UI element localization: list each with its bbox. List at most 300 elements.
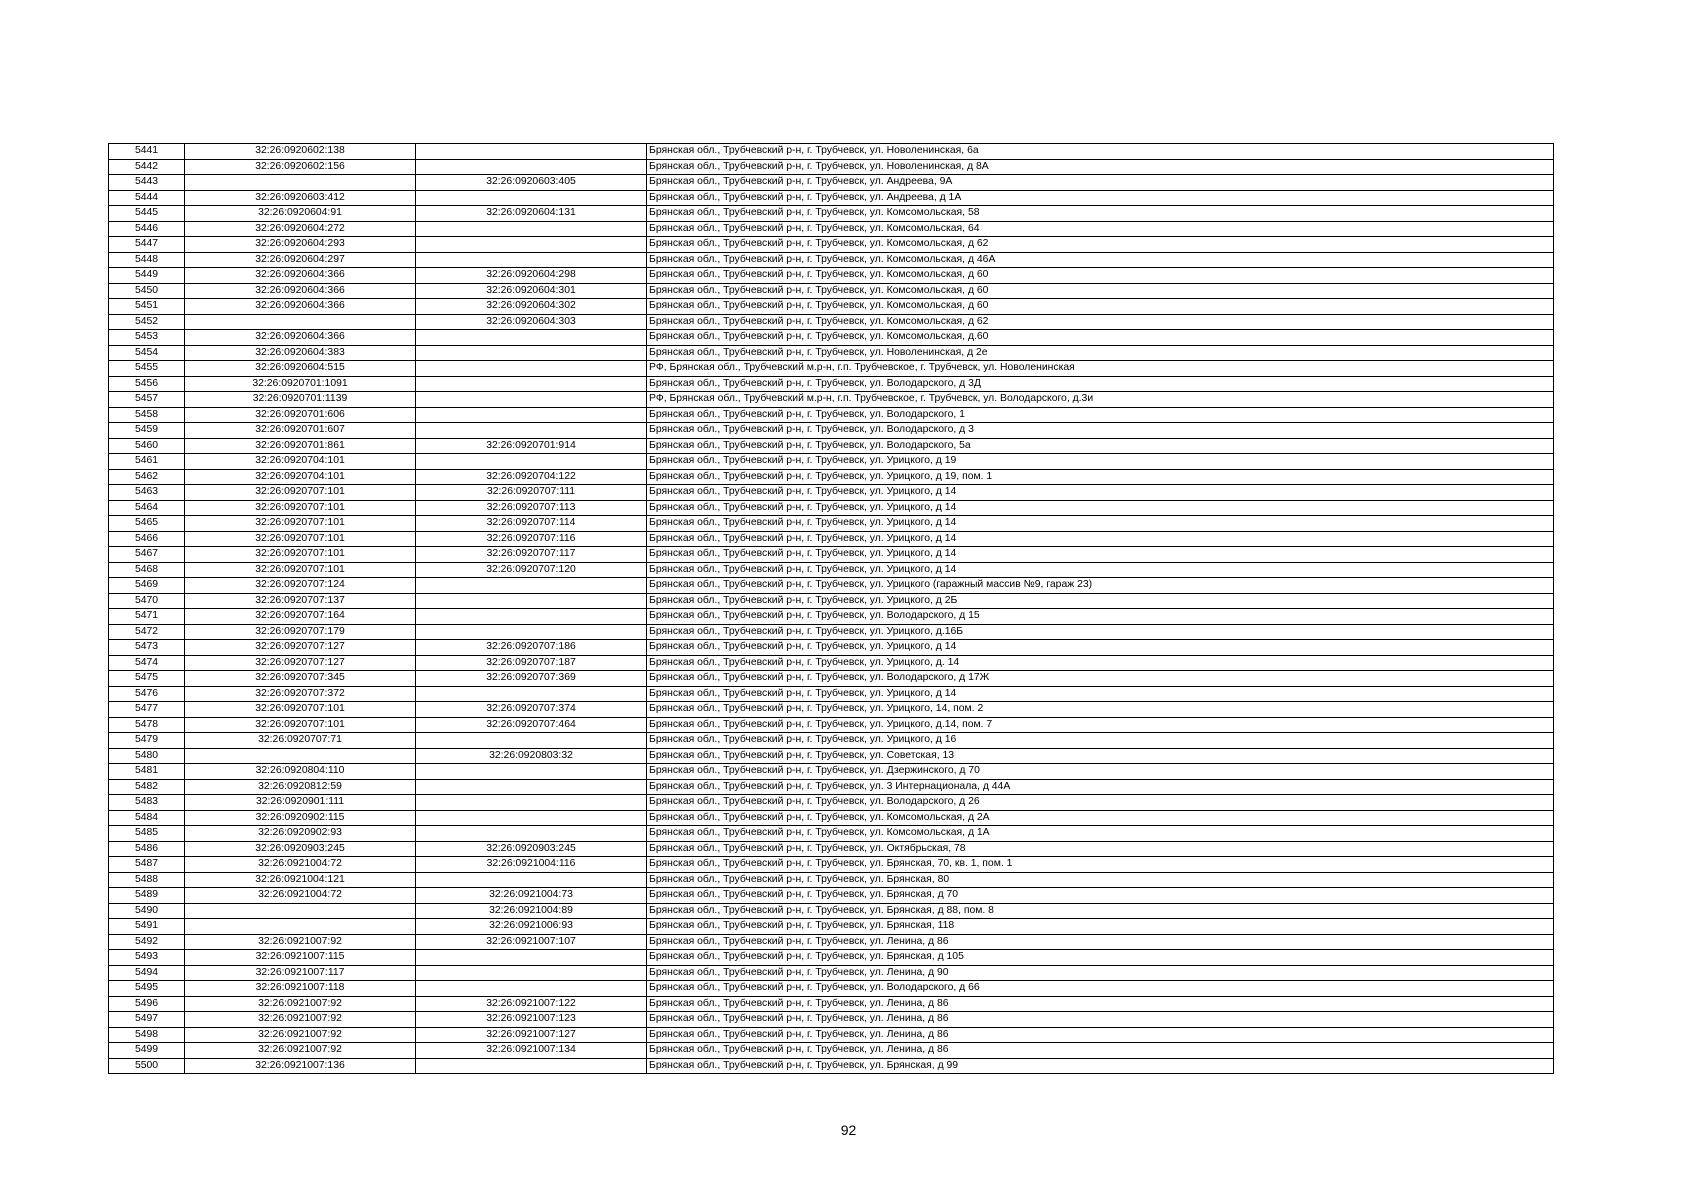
cadastral-number-cell: 32:26:0921004:121 [185,872,416,888]
object-cadastral-number-cell [416,330,647,346]
table-row [109,640,1554,656]
address-cell: Брянская обл., Трубчевский р-н, г. Трубчевск, ул. Володарского, 5а [647,438,1554,454]
row-number-cell: 5485 [109,826,185,842]
address-cell: Брянская обл., Трубчевский р-н, г. Трубчевск, ул. Урицкого, д 14 [647,640,1554,656]
object-cadastral-number-cell: 32:26:0920603:405 [416,175,647,191]
row-number-cell: 5459 [109,423,185,439]
cadastral-number-cell: 32:26:0921007:136 [185,1058,416,1074]
object-cadastral-number-cell: 32:26:0920707:374 [416,702,647,718]
cadastral-number-cell: 32:26:0920704:101 [185,469,416,485]
cadastral-number-cell: 32:26:0920707:372 [185,686,416,702]
address-cell: Брянская обл., Трубчевский р-н, г. Трубчевск, ул. Ленина, д 90 [647,965,1554,981]
cadastral-number-cell [185,175,416,191]
object-cadastral-number-cell: 32:26:0920803:32 [416,748,647,764]
object-cadastral-number-cell [416,779,647,795]
address-cell: Брянская обл., Трубчевский р-н, г. Трубчевск, ул. Урицкого, д.14, пом. 7 [647,717,1554,733]
property-registry-table [108,143,1554,1074]
cadastral-number-cell: 32:26:0920902:115 [185,810,416,826]
row-number-cell: 5483 [109,795,185,811]
row-number-cell: 5446 [109,221,185,237]
object-cadastral-number-cell [416,252,647,268]
table-row [109,748,1554,764]
cadastral-number-cell: 32:26:0920701:1139 [185,392,416,408]
table-row [109,330,1554,346]
cadastral-number-cell: 32:26:0920707:345 [185,671,416,687]
cadastral-number-cell: 32:26:0921007:92 [185,1012,416,1028]
row-number-cell: 5467 [109,547,185,563]
row-number-cell: 5447 [109,237,185,253]
page-number: 92 [840,1122,857,1138]
object-cadastral-number-cell [416,810,647,826]
row-number-cell: 5476 [109,686,185,702]
address-cell: Брянская обл., Трубчевский р-н, г. Трубчевск, ул. Володарского, д 3 [647,423,1554,439]
row-number-cell: 5460 [109,438,185,454]
address-cell: Брянская обл., Трубчевский р-н, г. Трубчевск, ул. Урицкого, д 14 [647,485,1554,501]
row-number-cell: 5488 [109,872,185,888]
row-number-cell: 5461 [109,454,185,470]
cadastral-number-cell: 32:26:0920707:101 [185,485,416,501]
row-number-cell: 5497 [109,1012,185,1028]
row-number-cell: 5443 [109,175,185,191]
table-row [109,919,1554,935]
cadastral-number-cell [185,748,416,764]
table-row [109,345,1554,361]
row-number-cell: 5487 [109,857,185,873]
cadastral-number-cell: 32:26:0920701:861 [185,438,416,454]
address-cell: Брянская обл., Трубчевский р-н, г. Трубчевск, ул. Урицкого, д 2Б [647,593,1554,609]
row-number-cell: 5445 [109,206,185,222]
table-row [109,841,1554,857]
address-cell: Брянская обл., Трубчевский р-н, г. Трубчевск, ул. Ленина, д 86 [647,996,1554,1012]
table-row [109,1012,1554,1028]
table-row [109,423,1554,439]
object-cadastral-number-cell [416,454,647,470]
table-row [109,950,1554,966]
object-cadastral-number-cell: 32:26:0920707:187 [416,655,647,671]
row-number-cell: 5473 [109,640,185,656]
object-cadastral-number-cell: 32:26:0920704:122 [416,469,647,485]
table-row [109,934,1554,950]
object-cadastral-number-cell [416,221,647,237]
cadastral-number-cell: 32:26:0921007:115 [185,950,416,966]
row-number-cell: 5495 [109,981,185,997]
cadastral-number-cell: 32:26:0920701:607 [185,423,416,439]
table-row [109,702,1554,718]
cadastral-number-cell: 32:26:0920707:179 [185,624,416,640]
address-cell: Брянская обл., Трубчевский р-н, г. Трубчевск, ул. Брянская, 118 [647,919,1554,935]
cadastral-number-cell: 32:26:0921004:72 [185,888,416,904]
table-row [109,283,1554,299]
table-row [109,175,1554,191]
address-cell: РФ, Брянская обл., Трубчевский м.р-н, г.п. Трубчевское, г. Трубчевск, ул. Новоленинская [647,361,1554,377]
table-row [109,686,1554,702]
address-cell: Брянская обл., Трубчевский р-н, г. Трубчевск, ул. Комсомольская, д 60 [647,299,1554,315]
address-cell: Брянская обл., Трубчевский р-н, г. Трубчевск, ул. Ленина, д 86 [647,1043,1554,1059]
table-row [109,268,1554,284]
table-row [109,624,1554,640]
address-cell: Брянская обл., Трубчевский р-н, г. Трубчевск, ул. Комсомольская, 58 [647,206,1554,222]
cadastral-number-cell: 32:26:0920707:101 [185,702,416,718]
address-cell: Брянская обл., Трубчевский р-н, г. Трубчевск, ул. Андреева, д 1А [647,190,1554,206]
table-row [109,826,1554,842]
cadastral-number-cell: 32:26:0920604:366 [185,268,416,284]
row-number-cell: 5457 [109,392,185,408]
row-number-cell: 5462 [109,469,185,485]
object-cadastral-number-cell: 32:26:0921007:122 [416,996,647,1012]
object-cadastral-number-cell [416,795,647,811]
object-cadastral-number-cell: 32:26:0921004:116 [416,857,647,873]
address-cell: Брянская обл., Трубчевский р-н, г. Трубчевск, ул. Володарского, д 15 [647,609,1554,625]
row-number-cell: 5458 [109,407,185,423]
object-cadastral-number-cell: 32:26:0920604:302 [416,299,647,315]
table-row [109,965,1554,981]
cadastral-number-cell: 32:26:0920603:412 [185,190,416,206]
table-row [109,1027,1554,1043]
row-number-cell: 5479 [109,733,185,749]
cadastral-number-cell: 32:26:0920704:101 [185,454,416,470]
cadastral-number-cell: 32:26:0921007:118 [185,981,416,997]
address-cell: Брянская обл., Трубчевский р-н, г. Трубчевск, ул. Урицкого, д 14 [647,562,1554,578]
address-cell: Брянская обл., Трубчевский р-н, г. Трубчевск, ул. Комсомольская, д 62 [647,314,1554,330]
table-row [109,795,1554,811]
object-cadastral-number-cell: 32:26:0920707:114 [416,516,647,532]
table-row [109,547,1554,563]
address-cell: Брянская обл., Трубчевский р-н, г. Трубчевск, ул. Новоленинская, д 2е [647,345,1554,361]
row-number-cell: 5494 [109,965,185,981]
object-cadastral-number-cell: 32:26:0920604:298 [416,268,647,284]
table-row [109,903,1554,919]
cadastral-number-cell: 32:26:0920707:127 [185,655,416,671]
address-cell: Брянская обл., Трубчевский р-н, г. Трубчевск, ул. Урицкого, д 14 [647,686,1554,702]
object-cadastral-number-cell: 32:26:0920707:113 [416,500,647,516]
address-cell: Брянская обл., Трубчевский р-н, г. Трубчевск, ул. Октябрьская, 78 [647,841,1554,857]
row-number-cell: 5489 [109,888,185,904]
row-number-cell: 5474 [109,655,185,671]
table-row [109,593,1554,609]
cadastral-number-cell: 32:26:0920604:366 [185,283,416,299]
row-number-cell: 5463 [109,485,185,501]
cadastral-number-cell: 32:26:0921004:72 [185,857,416,873]
cadastral-number-cell: 32:26:0920707:164 [185,609,416,625]
row-number-cell: 5482 [109,779,185,795]
address-cell: РФ, Брянская обл., Трубчевский м.р-н, г.п. Трубчевское, г. Трубчевск, ул. Володарского, д.3и [647,392,1554,408]
table-row [109,764,1554,780]
object-cadastral-number-cell: 32:26:0920604:301 [416,283,647,299]
object-cadastral-number-cell [416,237,647,253]
row-number-cell: 5472 [109,624,185,640]
cadastral-number-cell: 32:26:0920604:272 [185,221,416,237]
object-cadastral-number-cell: 32:26:0920903:245 [416,841,647,857]
cadastral-number-cell: 32:26:0920701:1091 [185,376,416,392]
cadastral-number-cell: 32:26:0921007:92 [185,1027,416,1043]
row-number-cell: 5480 [109,748,185,764]
table-row [109,144,1554,160]
table-row [109,376,1554,392]
object-cadastral-number-cell [416,423,647,439]
cadastral-number-cell: 32:26:0920707:101 [185,717,416,733]
object-cadastral-number-cell: 32:26:0921007:134 [416,1043,647,1059]
table-row [109,237,1554,253]
address-cell: Брянская обл., Трубчевский р-н, г. Трубчевск, ул. Брянская, д 70 [647,888,1554,904]
address-cell: Брянская обл., Трубчевский р-н, г. Трубчевск, ул. Брянская, д 99 [647,1058,1554,1074]
table-row [109,779,1554,795]
object-cadastral-number-cell [416,593,647,609]
table-row [109,562,1554,578]
table-row [109,609,1554,625]
row-number-cell: 5454 [109,345,185,361]
table-row [109,500,1554,516]
row-number-cell: 5450 [109,283,185,299]
object-cadastral-number-cell: 32:26:0920604:303 [416,314,647,330]
row-number-cell: 5478 [109,717,185,733]
table-row [109,1043,1554,1059]
cadastral-number-cell: 32:26:0920812:59 [185,779,416,795]
address-cell: Брянская обл., Трубчевский р-н, г. Трубчевск, ул. Урицкого, 14, пом. 2 [647,702,1554,718]
cadastral-number-cell [185,314,416,330]
table-row [109,299,1554,315]
cadastral-number-cell: 32:26:0920707:101 [185,500,416,516]
row-number-cell: 5471 [109,609,185,625]
cadastral-number-cell: 32:26:0920604:366 [185,330,416,346]
cadastral-number-cell: 32:26:0920602:156 [185,159,416,175]
address-cell: Брянская обл., Трубчевский р-н, г. Трубчевск, ул. Володарского, д 66 [647,981,1554,997]
table-row [109,516,1554,532]
object-cadastral-number-cell: 32:26:0920707:120 [416,562,647,578]
address-cell: Брянская обл., Трубчевский р-н, г. Трубчевск, ул. Андреева, 9А [647,175,1554,191]
table-row [109,981,1554,997]
cadastral-number-cell: 32:26:0920701:606 [185,407,416,423]
cadastral-number-cell: 32:26:0920604:383 [185,345,416,361]
object-cadastral-number-cell: 32:26:0920707:464 [416,717,647,733]
row-number-cell: 5451 [109,299,185,315]
table-row [109,872,1554,888]
table-row [109,190,1554,206]
row-number-cell: 5452 [109,314,185,330]
cadastral-number-cell: 32:26:0920707:127 [185,640,416,656]
address-cell: Брянская обл., Трубчевский р-н, г. Трубчевск, ул. Комсомольская, д 2А [647,810,1554,826]
row-number-cell: 5481 [109,764,185,780]
cadastral-number-cell: 32:26:0921007:92 [185,934,416,950]
cadastral-number-cell [185,919,416,935]
table-row [109,438,1554,454]
object-cadastral-number-cell [416,376,647,392]
address-cell: Брянская обл., Трубчевский р-н, г. Трубчевск, ул. Урицкого, д 14 [647,531,1554,547]
object-cadastral-number-cell [416,950,647,966]
row-number-cell: 5466 [109,531,185,547]
address-cell: Брянская обл., Трубчевский р-н, г. Трубчевск, ул. Урицкого, д 14 [647,547,1554,563]
table-row [109,857,1554,873]
object-cadastral-number-cell: 32:26:0920707:369 [416,671,647,687]
address-cell: Брянская обл., Трубчевский р-н, г. Трубчевск, ул. Комсомольская, 64 [647,221,1554,237]
cadastral-number-cell: 32:26:0920707:101 [185,562,416,578]
object-cadastral-number-cell [416,361,647,377]
address-cell: Брянская обл., Трубчевский р-н, г. Трубчевск, ул. Володарского, д 26 [647,795,1554,811]
cadastral-number-cell: 32:26:0920602:138 [185,144,416,160]
cadastral-number-cell: 32:26:0920902:93 [185,826,416,842]
table-row [109,206,1554,222]
row-number-cell: 5456 [109,376,185,392]
row-number-cell: 5470 [109,593,185,609]
table-row [109,996,1554,1012]
address-cell: Брянская обл., Трубчевский р-н, г. Трубчевск, ул. Володарского, д 17Ж [647,671,1554,687]
row-number-cell: 5486 [109,841,185,857]
object-cadastral-number-cell: 32:26:0920707:116 [416,531,647,547]
cadastral-number-cell: 32:26:0920604:515 [185,361,416,377]
object-cadastral-number-cell: 32:26:0921007:107 [416,934,647,950]
address-cell: Брянская обл., Трубчевский р-н, г. Трубчевск, ул. 3 Интернационала, д 44А [647,779,1554,795]
cadastral-number-cell: 32:26:0920804:110 [185,764,416,780]
row-number-cell: 5484 [109,810,185,826]
object-cadastral-number-cell: 32:26:0920707:111 [416,485,647,501]
object-cadastral-number-cell [416,392,647,408]
address-cell: Брянская обл., Трубчевский р-н, г. Трубчевск, ул. Комсомольская, д 62 [647,237,1554,253]
table-row [109,578,1554,594]
object-cadastral-number-cell [416,190,647,206]
address-cell: Брянская обл., Трубчевский р-н, г. Трубчевск, ул. Ленина, д 86 [647,934,1554,950]
object-cadastral-number-cell: 32:26:0921004:89 [416,903,647,919]
object-cadastral-number-cell [416,826,647,842]
address-cell: Брянская обл., Трубчевский р-н, г. Трубчевск, ул. Брянская, д 88, пом. 8 [647,903,1554,919]
row-number-cell: 5500 [109,1058,185,1074]
object-cadastral-number-cell [416,578,647,594]
table-row [109,469,1554,485]
cadastral-number-cell: 32:26:0921007:92 [185,1043,416,1059]
cadastral-number-cell: 32:26:0921007:92 [185,996,416,1012]
address-cell: Брянская обл., Трубчевский р-н, г. Трубчевск, ул. Брянская, 80 [647,872,1554,888]
table-row [109,361,1554,377]
cadastral-number-cell: 32:26:0920707:137 [185,593,416,609]
table-row [109,485,1554,501]
object-cadastral-number-cell [416,624,647,640]
row-number-cell: 5477 [109,702,185,718]
object-cadastral-number-cell [416,609,647,625]
object-cadastral-number-cell: 32:26:0920701:914 [416,438,647,454]
object-cadastral-number-cell [416,733,647,749]
cadastral-number-cell: 32:26:0920903:245 [185,841,416,857]
object-cadastral-number-cell [416,407,647,423]
table-row [109,531,1554,547]
address-cell: Брянская обл., Трубчевский р-н, г. Трубчевск, ул. Урицкого, д 19 [647,454,1554,470]
address-cell: Брянская обл., Трубчевский р-н, г. Трубчевск, ул. Новоленинская, 6а [647,144,1554,160]
row-number-cell: 5469 [109,578,185,594]
row-number-cell: 5493 [109,950,185,966]
row-number-cell: 5453 [109,330,185,346]
table-row [109,671,1554,687]
row-number-cell: 5449 [109,268,185,284]
cadastral-number-cell: 32:26:0920707:124 [185,578,416,594]
address-cell: Брянская обл., Трубчевский р-н, г. Трубчевск, ул. Брянская, д 105 [647,950,1554,966]
table-row [109,392,1554,408]
cadastral-number-cell: 32:26:0921007:117 [185,965,416,981]
table-row [109,221,1554,237]
row-number-cell: 5475 [109,671,185,687]
object-cadastral-number-cell [416,872,647,888]
row-number-cell: 5498 [109,1027,185,1043]
address-cell: Брянская обл., Трубчевский р-н, г. Трубчевск, ул. Комсомольская, д 60 [647,268,1554,284]
cadastral-number-cell: 32:26:0920707:101 [185,547,416,563]
cadastral-number-cell: 32:26:0920604:293 [185,237,416,253]
row-number-cell: 5444 [109,190,185,206]
object-cadastral-number-cell: 32:26:0920707:186 [416,640,647,656]
cadastral-number-cell: 32:26:0920707:101 [185,531,416,547]
object-cadastral-number-cell: 32:26:0921004:73 [416,888,647,904]
table-row [109,888,1554,904]
table-row [109,314,1554,330]
registry-table-body [109,144,1554,1074]
address-cell: Брянская обл., Трубчевский р-н, г. Трубчевск, ул. Ленина, д 86 [647,1012,1554,1028]
object-cadastral-number-cell: 32:26:0920707:117 [416,547,647,563]
object-cadastral-number-cell [416,764,647,780]
address-cell: Брянская обл., Трубчевский р-н, г. Трубчевск, ул. Урицкого, д 14 [647,500,1554,516]
object-cadastral-number-cell: 32:26:0921007:127 [416,1027,647,1043]
row-number-cell: 5464 [109,500,185,516]
table-row [109,407,1554,423]
row-number-cell: 5499 [109,1043,185,1059]
object-cadastral-number-cell: 32:26:0921007:123 [416,1012,647,1028]
row-number-cell: 5465 [109,516,185,532]
object-cadastral-number-cell [416,345,647,361]
address-cell: Брянская обл., Трубчевский р-н, г. Трубчевск, ул. Володарского, д 3Д [647,376,1554,392]
address-cell: Брянская обл., Трубчевский р-н, г. Трубчевск, ул. Советская, 13 [647,748,1554,764]
address-cell: Брянская обл., Трубчевский р-н, г. Трубчевск, ул. Комсомольская, д 60 [647,283,1554,299]
object-cadastral-number-cell: 32:26:0921006:93 [416,919,647,935]
address-cell: Брянская обл., Трубчевский р-н, г. Трубчевск, ул. Урицкого, д. 14 [647,655,1554,671]
row-number-cell: 5441 [109,144,185,160]
table-row [109,454,1554,470]
row-number-cell: 5490 [109,903,185,919]
object-cadastral-number-cell: 32:26:0920604:131 [416,206,647,222]
address-cell: Брянская обл., Трубчевский р-н, г. Трубчевск, ул. Комсомольская, д 1А [647,826,1554,842]
cadastral-number-cell: 32:26:0920604:91 [185,206,416,222]
table-row [109,655,1554,671]
address-cell: Брянская обл., Трубчевский р-н, г. Трубчевск, ул. Урицкого, д.16Б [647,624,1554,640]
address-cell: Брянская обл., Трубчевский р-н, г. Трубчевск, ул. Комсомольская, д 46А [647,252,1554,268]
address-cell: Брянская обл., Трубчевский р-н, г. Трубчевск, ул. Урицкого, д 14 [647,516,1554,532]
row-number-cell: 5496 [109,996,185,1012]
row-number-cell: 5442 [109,159,185,175]
address-cell: Брянская обл., Трубчевский р-н, г. Трубчевск, ул. Комсомольская, д.60 [647,330,1554,346]
cadastral-number-cell: 32:26:0920707:71 [185,733,416,749]
address-cell: Брянская обл., Трубчевский р-н, г. Трубчевск, ул. Володарского, 1 [647,407,1554,423]
object-cadastral-number-cell [416,965,647,981]
address-cell: Брянская обл., Трубчевский р-н, г. Трубчевск, ул. Новоленинская, д 8А [647,159,1554,175]
address-cell: Брянская обл., Трубчевский р-н, г. Трубчевск, ул. Урицкого (гаражный массив №9, гараж 23) [647,578,1554,594]
cadastral-number-cell: 32:26:0920604:366 [185,299,416,315]
address-cell: Брянская обл., Трубчевский р-н, г. Трубчевск, ул. Ленина, д 86 [647,1027,1554,1043]
cadastral-number-cell: 32:26:0920901:111 [185,795,416,811]
object-cadastral-number-cell [416,686,647,702]
table-row [109,159,1554,175]
table-row [109,733,1554,749]
row-number-cell: 5491 [109,919,185,935]
address-cell: Брянская обл., Трубчевский р-н, г. Трубчевск, ул. Урицкого, д 16 [647,733,1554,749]
cadastral-number-cell: 32:26:0920604:297 [185,252,416,268]
row-number-cell: 5468 [109,562,185,578]
table-row [109,1058,1554,1074]
cadastral-number-cell: 32:26:0920707:101 [185,516,416,532]
object-cadastral-number-cell [416,981,647,997]
object-cadastral-number-cell [416,159,647,175]
cadastral-number-cell [185,903,416,919]
object-cadastral-number-cell [416,1058,647,1074]
table-row [109,717,1554,733]
table-row [109,810,1554,826]
row-number-cell: 5455 [109,361,185,377]
row-number-cell: 5448 [109,252,185,268]
address-cell: Брянская обл., Трубчевский р-н, г. Трубчевск, ул. Дзержинского, д 70 [647,764,1554,780]
object-cadastral-number-cell [416,144,647,160]
table-row [109,252,1554,268]
